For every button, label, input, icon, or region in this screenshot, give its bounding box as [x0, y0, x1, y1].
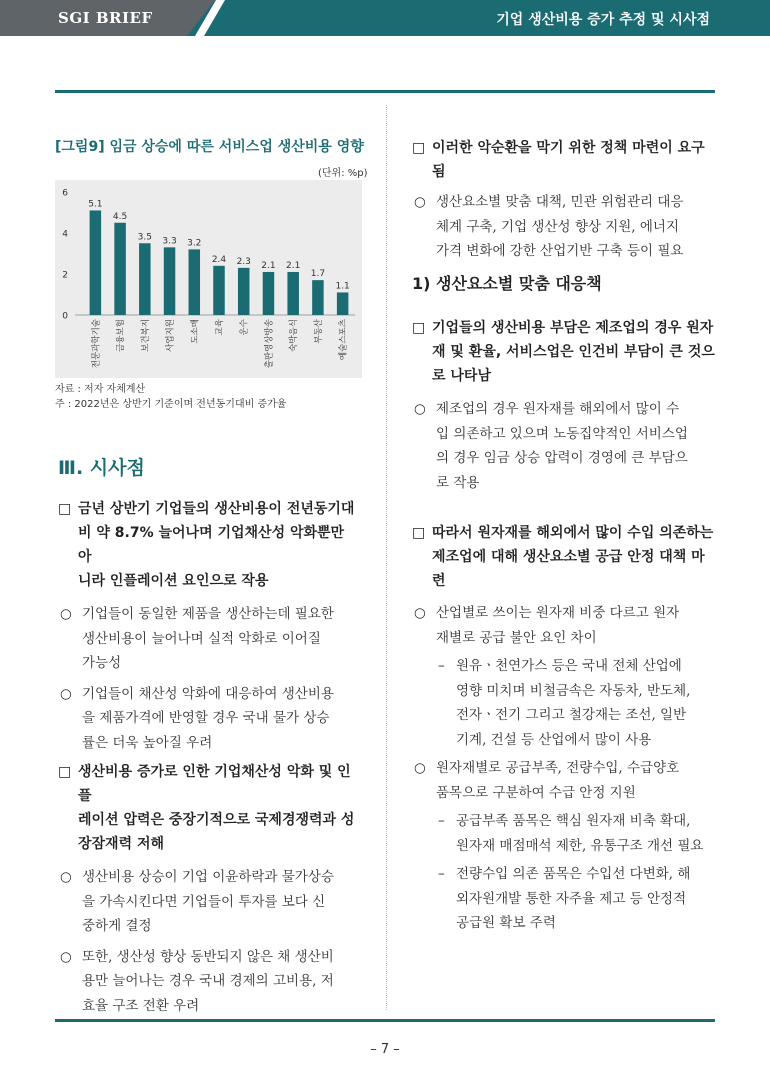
- document-title: 기업 생산비용 증가 추정 및 시사점: [496, 12, 710, 28]
- data-label: 3.5: [137, 232, 152, 243]
- right-b3-dash-3: – 전량수입 의존 품목은 수입선 다변화, 해 외자원개발 통한 자주율 제고 등 안정적 공급원 확보 주력: [436, 862, 715, 936]
- data-label: 2.4: [211, 254, 227, 265]
- data-label: 5.1: [88, 199, 103, 210]
- left-b1-item-1: ○ 기업들이 동일한 제품을 생산하는데 필요한 생산비용이 늘어나며 실적 악화로 이어질 가능성: [58, 602, 362, 676]
- figure-title: [그림9] 임금 상승에 따른 서비스업 생산비용 영향: [55, 139, 364, 155]
- right-block-1: [412, 136, 715, 264]
- right-b2-heading: □ 기업들의 생산비용 부담은 제조업의 경우 원자 재 및 환율, 서비스업은 인건비 부담이 큰 것으 로 나타남: [412, 316, 715, 388]
- y-tick-label: 2: [62, 270, 68, 281]
- right-block-3: [412, 521, 715, 936]
- figure-source: 자료 : 저자 자체계산: [55, 384, 146, 395]
- category-label: 보건복지: [140, 319, 151, 352]
- category-label: 출판영상방송: [264, 319, 275, 369]
- figure-note: 주 : 2022년은 상반기 기준이며 전년동기대비 증가율: [55, 399, 287, 410]
- right-block-2: [412, 316, 715, 495]
- data-label: 3.2: [187, 238, 202, 249]
- bar: [139, 243, 151, 315]
- bar: [337, 292, 349, 315]
- bar: [189, 249, 201, 315]
- top-rule: [55, 90, 715, 93]
- left-block-1: [58, 497, 362, 755]
- category-label: 예술스포츠: [338, 319, 349, 361]
- left-b2-item-1: ○ 생산비용 상승이 기업 이윤하락과 물가상승 을 가속시킨다면 기업들이 투자를 보다 신 중하게 결정: [58, 865, 362, 939]
- right-b2-item-1: ○ 제조업의 경우 원자재를 해외에서 많이 수 입 의존하고 있으며 노동집약적인 서비스업 의 경우 임금 상승 압력이 경영에 큰 부담으 로 작용: [412, 397, 715, 495]
- data-label: 2.1: [261, 260, 276, 271]
- category-label: 도소매: [190, 319, 201, 344]
- bar: [213, 266, 225, 315]
- right-b1-heading: □ 이러한 악순환을 막기 위한 정책 마련이 요구됨: [412, 136, 715, 184]
- data-label: 4.5: [112, 211, 128, 222]
- section-title: Ⅲ. 시사점: [58, 457, 145, 479]
- brand-name: SGI BRIEF: [58, 9, 153, 27]
- right-b3-item-2: ○ 원자재별로 공급부족, 전량수입, 수급양호 품목으로 구분하여 수급 안정 지원: [412, 756, 715, 805]
- right-b3-item-1: ○ 산업별로 쓰이는 원자재 비중 다르고 원자 재별로 공급 불안 요인 차이: [412, 601, 715, 650]
- bottom-rule: [55, 1019, 715, 1022]
- bar: [263, 272, 275, 315]
- right-b3-heading: □ 따라서 원자재를 해외에서 많이 수입 의존하는 제조업에 대해 생산요소별 공급 안정 대책 마련: [412, 521, 715, 593]
- category-label: 금융보험: [116, 319, 127, 352]
- left-b1-heading: □ 금년 상반기 기업들의 생산비용이 전년동기대 비 약 8.7% 늘어나며 기업채산성 악화뿐만 아 니라 인플레이션 요인으로 작용: [58, 497, 362, 593]
- right-b3-dash-2: – 공급부족 품목은 핵심 원자재 비축 확대, 원자재 매점매석 제한, 유통구조 개선 필요: [436, 809, 715, 858]
- bar: [114, 223, 126, 315]
- page-number: – 7 –: [370, 1042, 400, 1057]
- y-tick-label: 6: [62, 188, 68, 199]
- data-label: 2.3: [236, 256, 251, 267]
- column-divider: [386, 105, 387, 1010]
- y-tick-label: 0: [62, 311, 68, 322]
- left-b2-item-2: ○ 또한, 생산성 향상 동반되지 않은 채 생산비 용만 늘어나는 경우 국내 경제의 고비용, 저 효율 구조 전환 우려: [58, 945, 362, 1019]
- left-b2-heading: □ 생산비용 증가로 인한 기업채산성 악화 및 인플 레이션 압력은 중장기적으로 국제경쟁력과 성 장잠재력 저해: [58, 760, 362, 856]
- category-label: 사업지원: [165, 319, 176, 352]
- subsection-title: 1) 생산요소별 맞춤 대응책: [412, 274, 602, 293]
- data-label: 1.1: [335, 281, 350, 292]
- left-b1-item-2: ○ 기업들이 채산성 악화에 대응하여 생산비용 을 제품가격에 반영할 경우 국내 물가 상승 률은 더욱 높아질 우려: [58, 682, 362, 756]
- data-label: 1.7: [310, 269, 326, 280]
- category-label: 부동산: [313, 319, 324, 344]
- right-b1-item-1: ○ 생산요소별 맞춤 대책, 민관 위험관리 대응 체계 구축, 기업 생산성 향상 지원, 에너지 가격 변화에 강한 산업기반 구축 등이 필요: [412, 190, 715, 264]
- bar: [238, 268, 250, 315]
- right-b3-dash-1: – 원유ㆍ천연가스 등은 국내 전체 산업에 영향 미치며 비철금속은 자동차, 반도체, 전자ㆍ전기 그리고 철강재는 조선, 일반 기계, 건설 등 산업에서 많이 사용: [436, 654, 715, 752]
- data-label: 3.3: [162, 236, 177, 247]
- figure-unit: (단위: %p): [318, 168, 368, 179]
- category-label: 교육: [215, 319, 225, 336]
- bar-chart: [55, 180, 362, 378]
- category-label: 운수: [239, 319, 250, 336]
- category-label: 숙박음식: [289, 319, 300, 352]
- y-tick-label: 4: [62, 229, 68, 240]
- bar: [312, 280, 324, 315]
- bar: [287, 272, 299, 315]
- left-block-2: [58, 760, 362, 1018]
- bar: [164, 247, 176, 315]
- category-label: 전문과학기술: [91, 319, 102, 369]
- bar: [90, 210, 102, 315]
- figure-notes: [55, 382, 286, 412]
- chart-svg: [55, 180, 362, 378]
- data-label: 2.1: [286, 260, 301, 271]
